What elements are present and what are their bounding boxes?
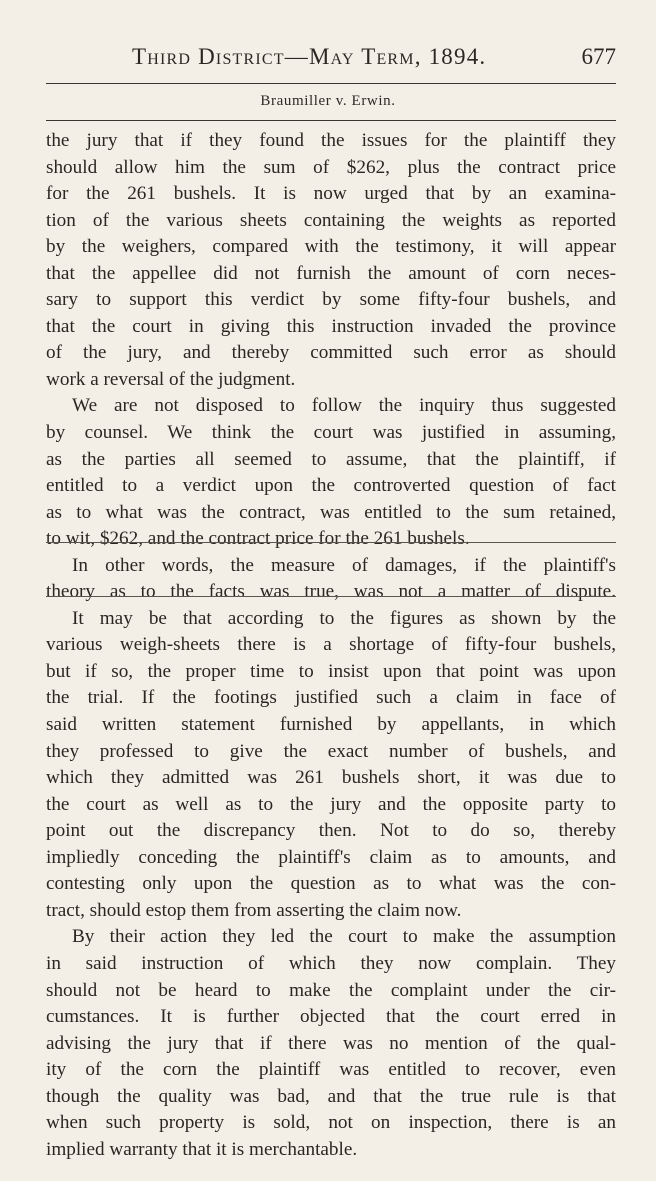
text-line: in said instruction of which they now complain. They bbox=[46, 952, 616, 974]
opinion-text bbox=[46, 128, 616, 1163]
text-line: By their action they led the court to make the assumption bbox=[72, 926, 616, 948]
text-line: which they admitted was 261 bushels short, it was due to bbox=[46, 767, 616, 789]
paragraph-divider bbox=[46, 596, 616, 597]
text-line: as to what was the contract, was entitled to the sum retained, bbox=[46, 501, 616, 523]
text-line: said written statement furnished by appellants, in which bbox=[46, 714, 616, 736]
text-line: ity of the corn the plaintiff was entitled to recover, even bbox=[46, 1059, 616, 1081]
text-line: of the jury, and thereby committed such error as should bbox=[46, 342, 616, 364]
text-line: should not be heard to make the complaint under the cir- bbox=[46, 979, 616, 1001]
running-title: Third District—May Term, 1894. bbox=[132, 44, 487, 69]
text-line: impliedly conceding the plaintiff's claim as to amounts, and bbox=[46, 846, 616, 868]
text-line: that the appellee did not furnish the amount of corn neces- bbox=[46, 262, 616, 284]
text-line: tion of the various sheets containing the weights as reported bbox=[46, 209, 616, 231]
text-line: sary to support this verdict by some fifty-four bushels, and bbox=[46, 289, 616, 311]
text-line: various weigh-sheets there is a shortage of fifty-four bushels, bbox=[46, 634, 616, 656]
text-line: by the weighers, compared with the testimony, it will appear bbox=[46, 236, 616, 258]
text-line: point out the discrepancy then. Not to do so, thereby bbox=[46, 820, 616, 842]
text-line: the court as well as to the jury and the opposite party to bbox=[46, 793, 616, 815]
running-head bbox=[46, 44, 616, 80]
text-line: should allow him the sum of $262, plus the contract price bbox=[46, 156, 616, 178]
text-line: entitled to a verdict upon the controverted question of fact bbox=[46, 475, 616, 497]
text-line: when such property is sold, not on inspection, there is an bbox=[46, 1112, 616, 1134]
text-line: tract, should estop them from asserting the claim now. bbox=[46, 899, 462, 921]
page-number: 677 bbox=[581, 44, 616, 69]
text-line: though the quality was bad, and that the true rule is that bbox=[46, 1085, 616, 1107]
text-line: to wit, $262, and the contract price for the 261 bushels. bbox=[46, 528, 470, 550]
text-line: as the parties all seemed to assume, that the plaintiff, if bbox=[46, 448, 616, 470]
text-line: We are not disposed to follow the inquiry thus suggested bbox=[72, 395, 616, 417]
text-line: the trial. If the footings justified such a claim in face of bbox=[46, 687, 616, 709]
text-line: but if so, the proper time to insist upon that point was upon bbox=[46, 660, 616, 682]
text-line: the jury that if they found the issues for the plaintiff they bbox=[46, 130, 616, 151]
text-line: contesting only upon the question as to what was the con- bbox=[46, 873, 616, 895]
text-line: they professed to give the exact number of bushels, and bbox=[46, 740, 616, 762]
text-line: work a reversal of the judgment. bbox=[46, 368, 296, 390]
header-rule bbox=[46, 83, 616, 84]
text-line: that the court in giving this instruction invaded the province bbox=[46, 315, 616, 337]
text-line: implied warranty that it is merchantable. bbox=[46, 1138, 358, 1160]
case-name: Braumiller v. Erwin. bbox=[260, 93, 396, 109]
text-line: In other words, the measure of damages, if the plaintiff's bbox=[72, 554, 616, 576]
case-name-rule bbox=[46, 120, 616, 121]
text-line: cumstances. It is further objected that the court erred in bbox=[46, 1006, 616, 1028]
text-line: advising the jury that if there was no mention of the qual- bbox=[46, 1032, 616, 1054]
text-line: It may be that according to the figures as shown by the bbox=[72, 607, 616, 629]
paragraph-divider bbox=[46, 542, 616, 543]
text-line: by counsel. We think the court was justified in assuming, bbox=[46, 422, 616, 444]
text-line: theory as to the facts was true, was not a matter of dispute. bbox=[46, 581, 616, 603]
text-line: for the 261 bushels. It is now urged that by an examina- bbox=[46, 183, 616, 205]
